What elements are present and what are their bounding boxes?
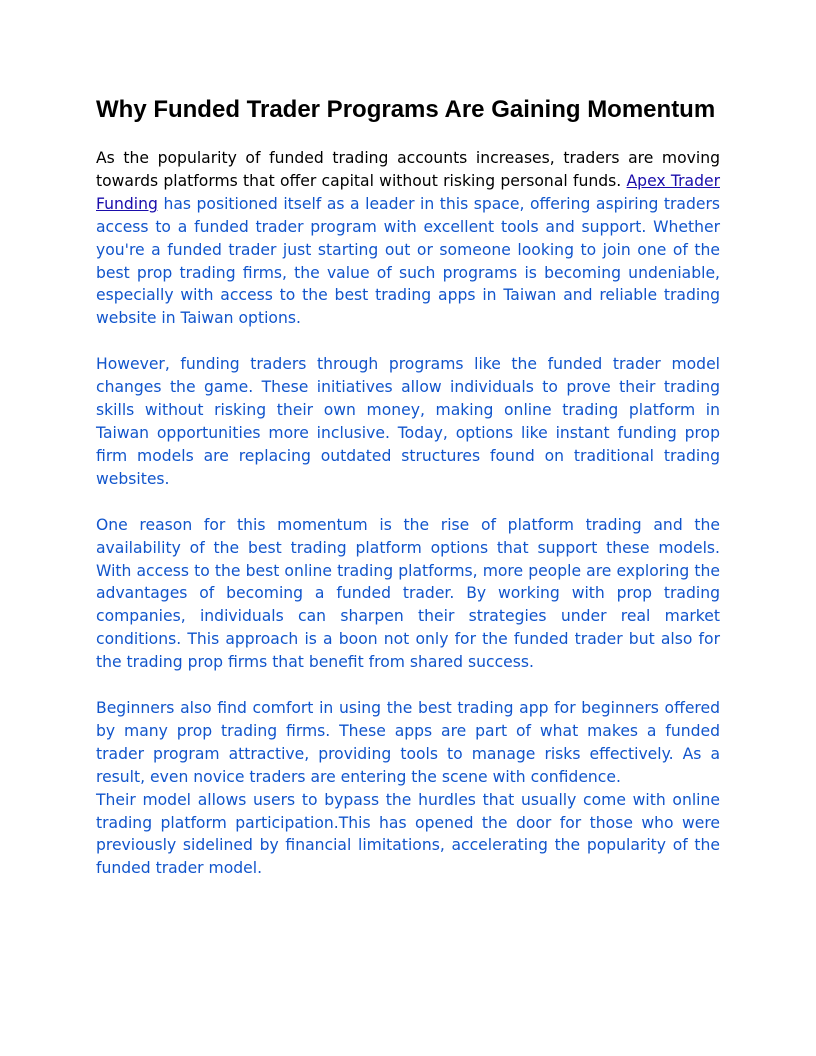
- page-title: Why Funded Trader Programs Are Gaining Momentum: [96, 96, 716, 123]
- intro-rest-text: has positioned itself as a leader in this space, offering aspiring traders access to a funded trader program with excellent tools and support. Whether you're a funded trader just starting out or someone looking to join one of the best prop trading firms, the value of such programs is becoming undeniable, especially with access to the best trading apps in Taiwan and reliable trading website in Taiwan options.: [96, 194, 720, 328]
- paragraph-model: Their model allows users to bypass the hurdles that usually come with online trading platform participation.This has opened the door for those who were previously sidelined by financial limitations, accelerating the popularity of the funded trader model.: [96, 790, 720, 878]
- paragraph-beginners: Beginners also find comfort in using the best trading app for beginners offered by many prop trading firms. These apps are part of what makes a funded trader program attractive, providing tools to manage risks effectively. As a result, even novice traders are entering the scene with confidence.: [96, 699, 720, 786]
- funding-link[interactable]: Funding: [96, 194, 158, 213]
- paragraph-momentum: One reason for this momentum is the rise of platform trading and the availability of the best trading platform options that support these models. With access to the best online trading platforms, more people are exploring the advantages of becoming a funded trader. By working with prop trading companies, individuals can sharpen their strategies under real market conditions. This approach is a boon not only for the funded trader but also for the trading prop firms that benefit from shared success.: [96, 515, 720, 672]
- intro-text: As the popularity of funded trading accounts increases, traders are moving towards platforms that offer capital without risking personal funds.: [96, 149, 720, 190]
- apex-trader-link[interactable]: Apex Trader: [626, 171, 720, 190]
- paragraph-funding-traders: However, funding traders through programs like the funded trader model changes the game. These initiatives allow individuals to prove their trading skills without risking their own money, making online trading platform in Taiwan opportunities more inclusive. Today, options like instant funding prop firm models are replacing outdated structures found on traditional trading websites.: [96, 355, 720, 488]
- paragraph-intro: [96, 147, 720, 330]
- document-page: [96, 92, 720, 903]
